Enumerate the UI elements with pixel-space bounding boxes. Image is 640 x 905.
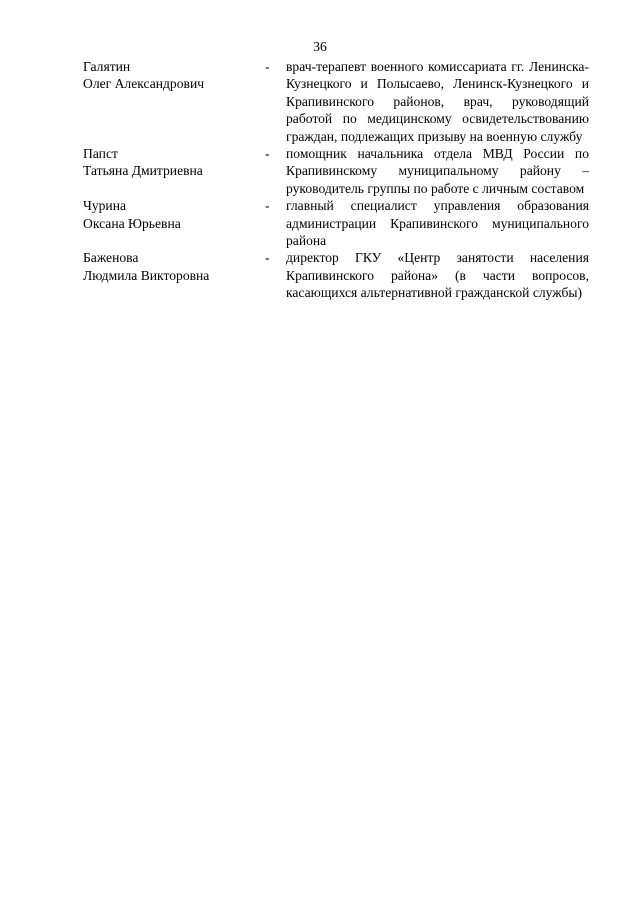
member-name (83, 197, 265, 232)
member-surname: Чурина (83, 198, 127, 214)
member-role: помощник начальника отдела МВД России по Крапивинскому муниципальному району – руководитель группы по работе с личным составом (286, 146, 589, 196)
member-surname: Баженова (83, 250, 139, 266)
member-role: директор ГКУ «Центр занятости населения Крапивинского района» (в части вопросов, касающихся альтернативной гражданской службы) (286, 250, 589, 301)
member-given-names: Татьяна Дмитриевна (83, 163, 203, 179)
member-name (83, 145, 265, 180)
member-entry-2 (83, 145, 589, 197)
member-entry-3 (83, 197, 589, 249)
entry-dash: - (265, 146, 270, 162)
entry-dash: - (265, 59, 270, 74)
commission-member-list (83, 58, 589, 302)
member-entry-1 (83, 58, 589, 145)
entry-dash: - (265, 198, 270, 214)
member-role: врач-терапевт военного комиссариата гг. Ленинска-Кузнецкого и Полысаево, Ленинск-Кузнецкого и Крапивинского районов, врач, руководящий работой по медицинскому освидетельствованию граждан, подлежащих призыву на военную службу (286, 59, 589, 144)
member-surname: Галятин (83, 59, 131, 74)
member-given-names: Людмила Викторовна (83, 267, 210, 283)
page-number: 36 (313, 39, 327, 54)
member-entry-4 (83, 249, 589, 301)
member-given-names: Олег Александрович (83, 76, 205, 92)
member-given-names: Оксана Юрьевна (83, 215, 181, 231)
member-name (83, 249, 265, 284)
member-name (83, 58, 265, 93)
member-role: главный специалист управления образования администрации Крапивинского муниципального района (286, 198, 589, 249)
member-surname: Папст (83, 146, 118, 162)
entry-dash: - (265, 250, 270, 266)
